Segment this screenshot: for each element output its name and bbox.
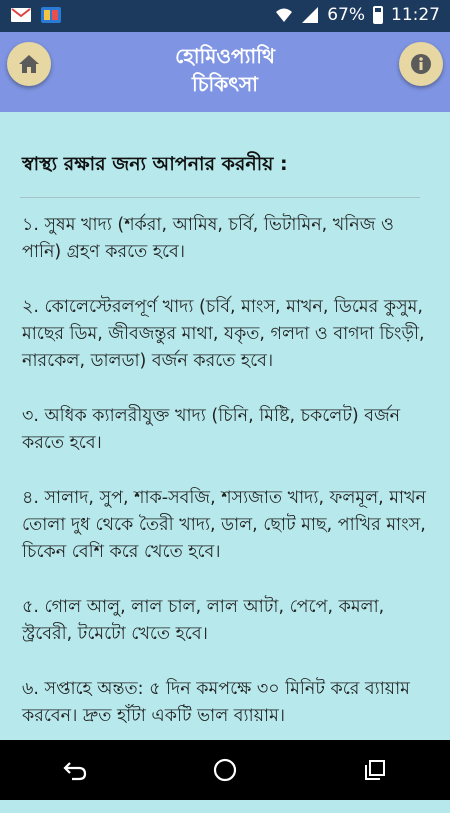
battery-percent: 67%	[327, 5, 365, 25]
home-icon	[18, 54, 40, 74]
home-circle-icon	[213, 758, 237, 782]
back-button[interactable]	[50, 750, 100, 790]
info-icon	[410, 53, 432, 75]
list-item: ৪. সালাদ, সুপ, শাক-সবজি, শস্যজাত খাদ্য, ফলমূল, মাখন তোলা দুধ থেকে তৈরী খাদ্য, ডাল, ছোট মাছ, পাখির মাংস, চিকেন বেশি করে খেতে হবে।	[22, 488, 427, 562]
cell-signal-icon	[301, 6, 319, 24]
app-header	[0, 32, 450, 112]
title-line-2: চিকিৎসা	[192, 72, 258, 96]
content-scroll[interactable]	[0, 112, 450, 740]
wifi-icon	[275, 6, 293, 24]
section-heading: স্বাস্থ্য রক্ষার জন্য আপনার করনীয় :	[22, 153, 288, 175]
home-button[interactable]	[7, 42, 51, 86]
list-item: ৬. সপ্তাহে অন্তত: ৫ দিন কমপক্ষে ৩০ মিনিট করে ব্যায়াম করবেন। দ্রুত হাঁটা একটি ভাল ব্যায়াম।	[22, 679, 410, 726]
list-item: ১. সুষম খাদ্য (শর্করা, আমিষ, চর্বি, ভিটামিন, খনিজ ও পানি) গ্রহণ করতে হবে।	[22, 215, 394, 262]
list-item: ৩. অধিক ক্যালরীযুক্ত খাদ্য (চিনি, মিষ্টি, চকলেট) বর্জন করতে হবে।	[22, 406, 401, 453]
navigation-bar	[0, 740, 450, 800]
back-icon	[62, 759, 88, 781]
clock: 11:27	[391, 5, 440, 25]
recents-button[interactable]	[350, 750, 400, 790]
book-app-icon	[40, 6, 62, 24]
battery-icon	[373, 6, 383, 24]
system-status	[275, 5, 440, 25]
list-item: ২. কোলেস্টেরলপূর্ণ খাদ্য (চর্বি, মাংস, মাখন, ডিমের কুসুম, মাছের ডিম, জীবজন্তুর মাথা, যকৃত, গলদা ও বাগদা চিংড়ী, নারকেল, ডালডা) বর্জন করতে হবে।	[22, 297, 425, 371]
divider	[20, 197, 420, 198]
notification-icons	[10, 6, 62, 24]
gmail-icon	[10, 6, 32, 24]
status-bar	[0, 0, 450, 32]
info-button[interactable]	[399, 42, 443, 86]
title-line-1: হোমিওপ্যাথি	[175, 44, 275, 68]
page-title	[80, 42, 370, 98]
nav-home-button[interactable]	[200, 750, 250, 790]
recents-icon	[364, 759, 386, 781]
advice-list	[22, 212, 427, 813]
list-item: ৫. গোল আলু, লাল চাল, লাল আটা, পেপে, কমলা, স্ট্রবেরী, টমেটো খেতে হবে।	[22, 597, 385, 644]
